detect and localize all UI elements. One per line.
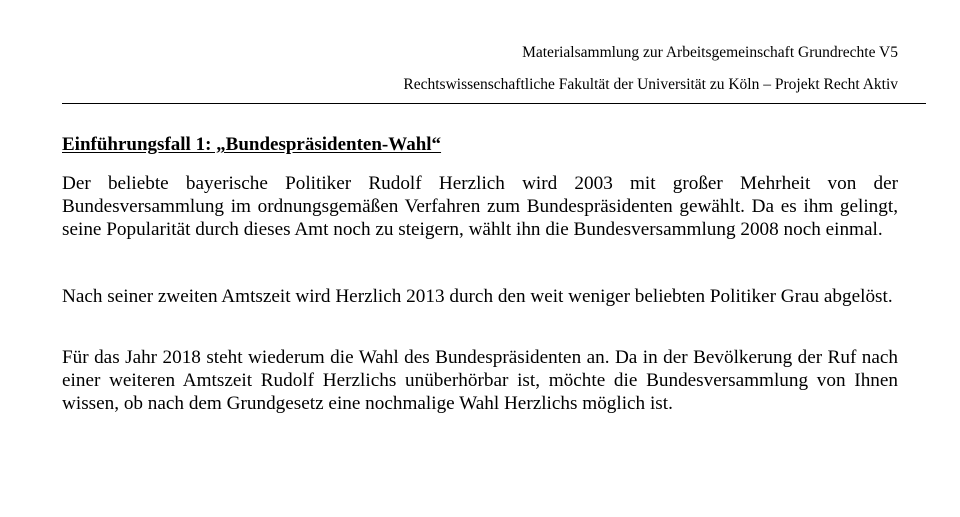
case-paragraph-3: Für das Jahr 2018 steht wiederum die Wahl des Bundespräsidenten an. Da in der Bevölkerung der Ruf nach einer weiteren Amtszeit Rudolf Herzlichs unüberhörbar ist, möchte die Bundesversammlung von Ihnen wissen, ob nach dem Grundgesetz eine nochmalige Wahl Herzlichs möglich ist. — [62, 347, 898, 414]
header-divider — [62, 103, 926, 104]
case-paragraph-2: Nach seiner zweiten Amtszeit wird Herzlich 2013 durch den weit weniger beliebten Politiker Grau abgelöst. — [62, 286, 893, 307]
case-paragraph-1: Der beliebte bayerische Politiker Rudolf Herzlich wird 2003 mit großer Mehrheit von der Bundesversammlung im ordnungsgemäßen Verfahren zum Bundespräsidenten gewählt. Da es ihm gelingt, seine Popularität durch dieses Amt noch zu steigern, wählt ihn die Bundesversammlung 2008 noch einmal. — [62, 173, 898, 240]
case-title: Einführungsfall 1: „Bundespräsidenten-Wahl“ — [62, 134, 442, 155]
header-course-title: Materialsammlung zur Arbeitsgemeinschaft Grundrechte V5 — [522, 44, 898, 61]
header-faculty-project: Rechtswissenschaftliche Fakultät der Universität zu Köln – Projekt Recht Aktiv — [403, 76, 898, 93]
